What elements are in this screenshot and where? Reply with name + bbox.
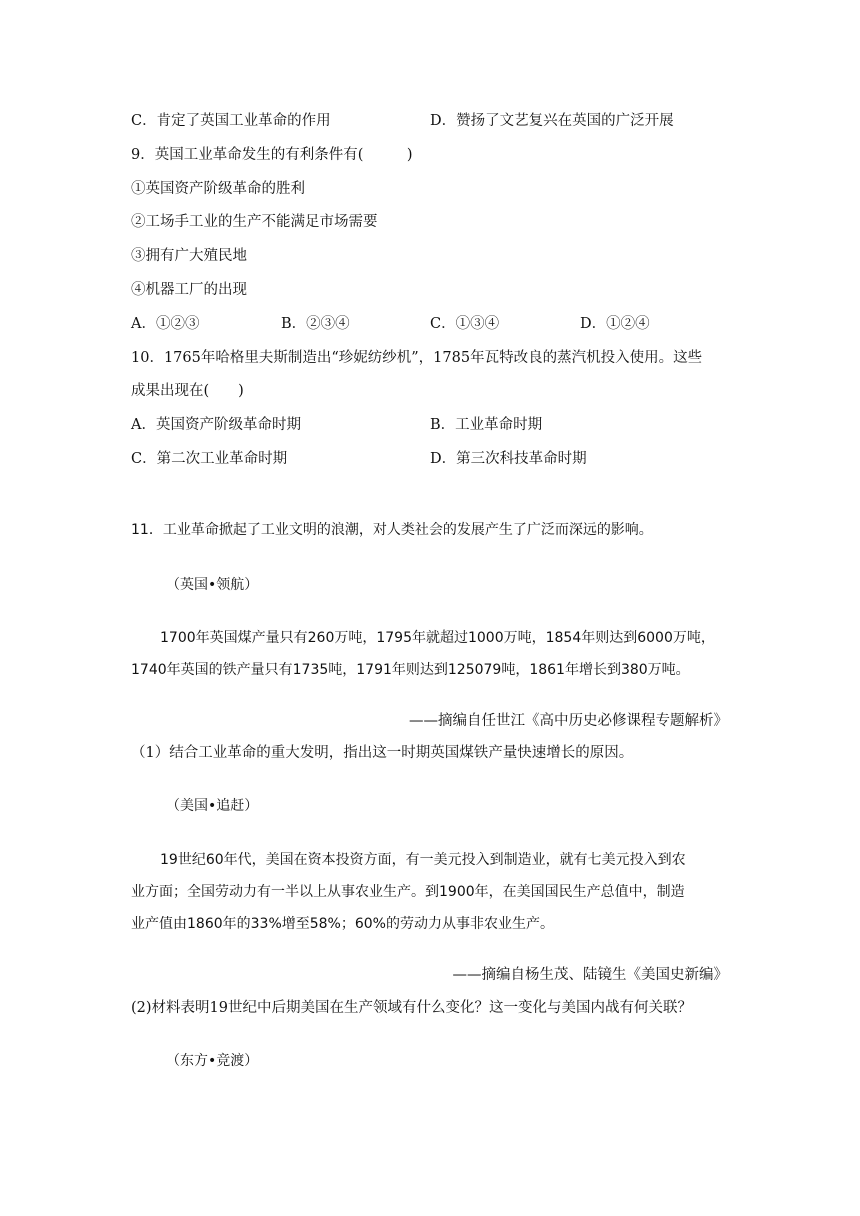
q11-material1-line1: 1700年英国煤产量只有260万吨，1795年就超过1000万吨，1854年则达到6000万吨，	[160, 630, 715, 646]
q11-section3-heading: （东方•竞渡）	[166, 1053, 259, 1069]
q11-question2: (2)材料表明19世纪中后期美国在生产领域有什么变化？这一变化与美国内战有何关联？	[131, 1000, 692, 1016]
q10-option-c: C．第二次工业革命时期	[131, 451, 288, 467]
q9-item-3: ③拥有广大殖民地	[131, 248, 247, 264]
q8-option-d: D．赞扬了文艺复兴在英国的广泛开展	[430, 113, 674, 129]
q9-item-4: ④机器工厂的出现	[131, 282, 247, 298]
q9-option-b: B．②③④	[281, 316, 350, 332]
q11-source2: ——摘编自杨生茂、陆镜生《美国史新编》	[452, 967, 728, 983]
q9-option-c: C．①③④	[430, 316, 500, 332]
q8-option-c: C．肯定了英国工业革命的作用	[131, 113, 331, 129]
q9-item-1: ①英国资产阶级革命的胜利	[131, 181, 305, 197]
q11-stem: 11．工业革命掀起了工业文明的浪潮，对人类社会的发展产生了广泛而深远的影响。	[131, 522, 653, 538]
q10-option-d: D．第三次科技革命时期	[430, 451, 587, 467]
q10-stem-line2: 成果出现在( )	[131, 383, 244, 399]
q11-material2-line3: 业产值由1860年的33%增至58%；60%的劳动力从事非农业生产。	[131, 916, 554, 932]
q11-material2-line1: 19世纪60年代，美国在资本投资方面，有一美元投入到制造业，就有七美元投入到农	[160, 852, 686, 868]
q11-source1: ——摘编自任世江《高中历史必修课程专题解析》	[409, 713, 728, 729]
q10-stem-line1: 10．1765年哈格里夫斯制造出“珍妮纺纱机”，1785年瓦特改良的蒸汽机投入使用。这些	[131, 350, 703, 366]
q9-stem: 9．英国工业革命发生的有利条件有( )	[131, 147, 413, 163]
q9-option-d: D．①②④	[580, 316, 650, 332]
q10-option-b: B．工业革命时期	[430, 417, 543, 433]
q11-section1-heading: （英国•领航）	[166, 577, 259, 593]
q9-item-2: ②工场手工业的生产不能满足市场需要	[131, 214, 378, 230]
q11-material2-line2: 业方面；全国劳动力有一半以上从事农业生产。到1900年，在美国国民生产总值中，制造	[131, 884, 685, 900]
q11-section2-heading: （美国•追赶）	[166, 798, 259, 814]
q11-material1-line2: 1740年英国的铁产量只有1735吨，1791年则达到125079吨，1861年增长到380万吨。	[131, 662, 690, 678]
q9-option-a: A．①②③	[131, 316, 200, 332]
q10-option-a: A．英国资产阶级革命时期	[131, 417, 301, 433]
q11-question1: （1）结合工业革命的重大发明，指出这一时期英国煤铁产量快速增长的原因。	[131, 745, 634, 761]
